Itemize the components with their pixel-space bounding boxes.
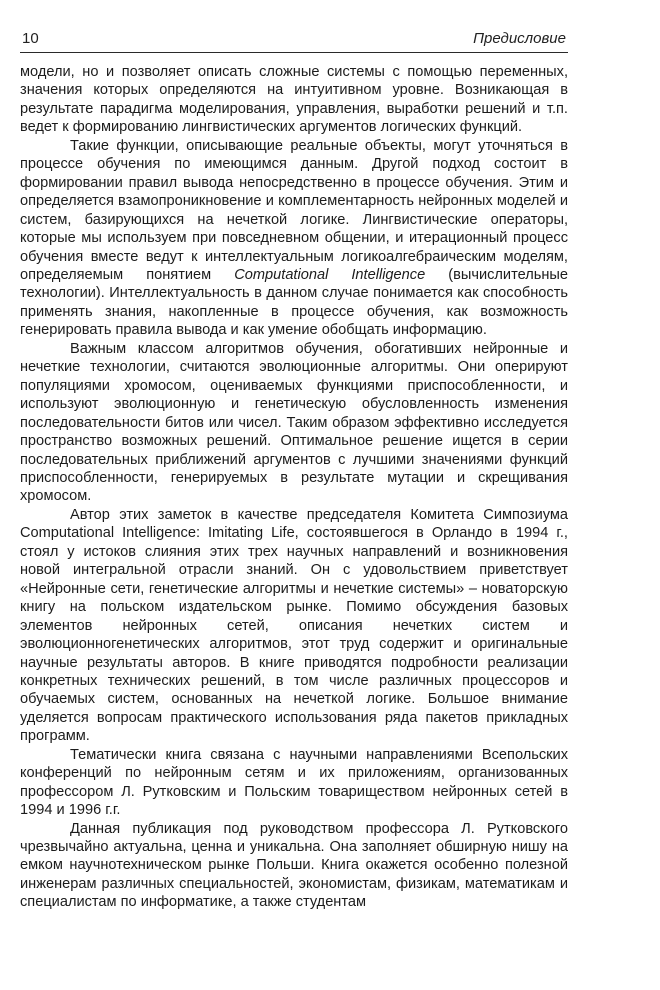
paragraph — [20, 137, 568, 340]
body-text — [20, 63, 568, 912]
section-title: Предисловие — [473, 30, 566, 47]
paragraph — [20, 746, 568, 820]
running-head — [20, 24, 568, 53]
text-run: модели, но и позволяет описать сложные системы с помощью переменных, значения которых определяются на интуитивном уровне. Возникающая в результате парадигма моделирования, управления, выработки решений и т.п. ведет к формированию лингвистических аргументов логических функций. — [20, 64, 568, 136]
italic-term: Computational Intelligence — [234, 266, 426, 283]
book-page — [20, 0, 568, 990]
page-number: 10 — [22, 30, 39, 47]
text-run: Данная публикация под руководством профессора Л. Рутковского чрезвычайно актуальна, ценна и уникальна. Она заполняет обширную нишу на емком научнотехническом рынке Польши. Книга окажется особенно полезной инженерам различных специальностей, экономистам, физикам, математикам и специалистам по информатике, а также студентам — [20, 820, 568, 911]
paragraph — [20, 63, 568, 137]
text-run: Автор этих заметок в качестве председателя Комитета Симпозиума Computational Intelligence: Imitating Life, состоявшегося в Орландо в 1994 г., стоял у истоков слияния этих трех научных направлений и возникновения новой интегральной отрасли знаний. Он с удовольствием приветствует «Нейронные сети, генетические алгоритмы и нечеткие системы» – новаторскую книгу на польском издательском рынке. Помимо обсуждения базовых элементов нейронных сетей, описания нечетких систем и эволюционногенетических алгоритмов, этот труд содержит и оригинальные научные результаты авторов. В книге приводятся подробности реализации конкретных технических решений, в том числе различных процессоров и обучаемых систем, основанных на нечеткой логике. Большое внимание уделяется вопросам практического использования ряда пакетов прикладных программ. — [20, 506, 568, 745]
paragraph — [20, 820, 568, 912]
text-run: Тематически книга связана с научными направлениями Всепольских конференций по нейронным сетям и их приложениям, организованных профессором Л. Рутковским и Польским товариществом нейронных сетей в 1994 и 1996 г.г. — [20, 746, 568, 819]
paragraph — [20, 506, 568, 746]
paragraph — [20, 340, 568, 506]
text-run: Такие функции, описывающие реальные объекты, могут уточняться в процессе обучения по имеющимся данным. Другой подход состоит в формировании правил вывода непосредственно в процессе обучения. Этим и определяется взамопроникновение и комплементарность нейронных моделей и систем, базирующихся на нечеткой логике. Лингвистические операторы, которые мы используем при повседневном общении, и итерационный процесс обучения вместе ведут к интеллектуальным логикоалгебраическим моделям, определяемым понятием — [20, 137, 568, 283]
text-run: Важным классом алгоритмов обучения, обогативших нейронные и нечеткие технологии, считаются эволюционные алгоритмы. Они оперируют популяциями хромосом, оцениваемых функциями приспособленности, и используют эволюционную и генетическую обусловленность изменения последовательности битов или чисел. Таким образом эффективно исследуется пространство возможных решений. Оптимальное решение ищется в серии последовательных приближений аргументов с лучшими значениями функций приспособленности, генерируемых в результате мутации и скрещивания хромосом. — [20, 340, 568, 505]
text-run: (вычислительные технологии). Интеллектуальность в данном случае понимается как способность применять знания, накопленные в процессе обучения, как возможность генерировать правила вывода и как умение обобщать информацию. — [20, 266, 568, 339]
